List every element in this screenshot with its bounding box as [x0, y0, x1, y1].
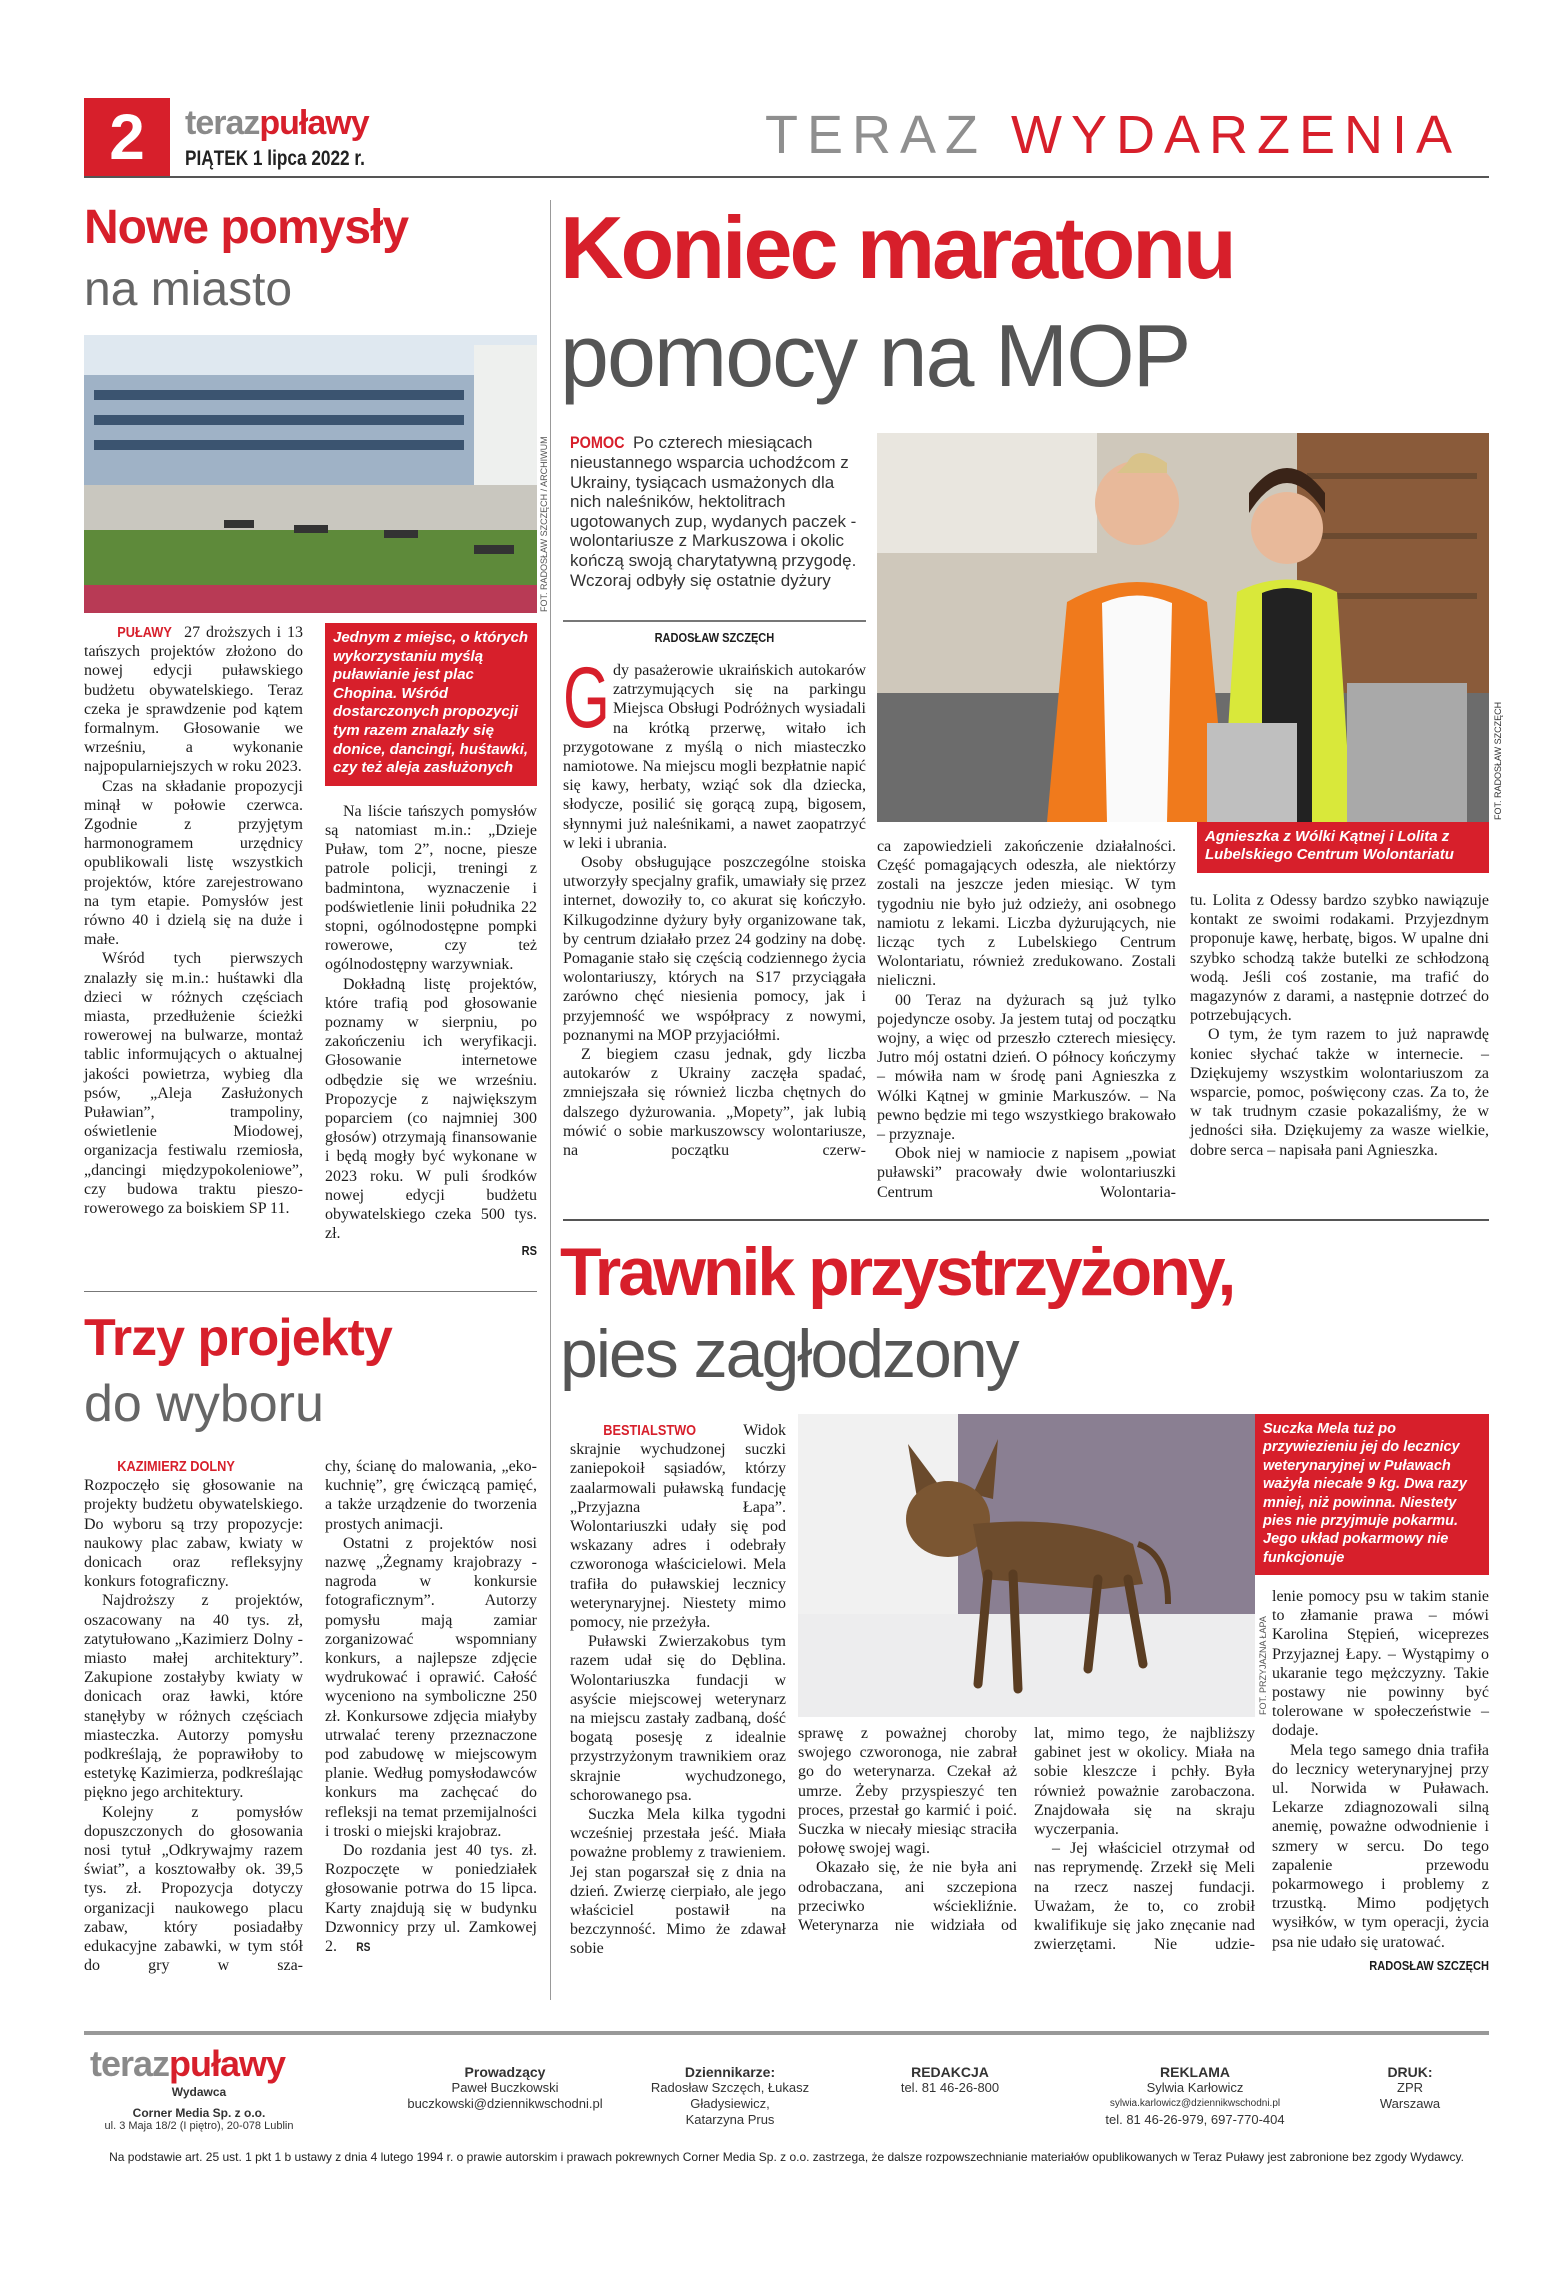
- publisher-label: Wydawca: [171, 2085, 227, 2099]
- editorial-info: [860, 2064, 1040, 2096]
- article-subtitle: pies zagłodzony: [560, 1316, 1018, 1392]
- logo-pulawy: puławy: [169, 2043, 286, 2084]
- byline-text: RADOSŁAW SZCZĘCH: [654, 630, 775, 645]
- article-title: Trzy projekty: [84, 1309, 392, 1367]
- paragraph: tu. Lolita z Odessy bardzo szybko nawiązuje kontakt ze swoimi rodakami. Przyjezdnym proponuje kawę, herbatę, bigos. W upalne dni szybko schodzą także butelki ze schłodzoną wodą. Jeśli coś zostanie, ma trafić do magazynów z darami, a następnie dotrzeć do potrzebujących.: [1190, 892, 1489, 1025]
- paragraph-text: Rozpoczęło się głosowanie na projekty budżetu obywatelskiego. Do wyboru są trzy propozycje: naukowy plac zabaw, kwiaty w donicach oraz refleksyjny konkurs fotograficzny.: [84, 1477, 303, 1591]
- article4-column-1: [570, 1421, 786, 1959]
- ads-info: [1080, 2064, 1310, 2128]
- paragraph: Wśród tych pierwszych znalazły się m.in.: huśtawki dla dzieci w różnych częściach miasta, przedłużenie ścieżki rowerowej na bulwarze, montaż tablic informujących o aktualnej jakości powietrza, wybieg dla psów, „Aleja Zasłużonych Puławian”, trampoliny, oświetlenie Miodowej, organizacja festiwalu rzemiosła, „dancingi międzypokoleniowe”, czy budowa traktu pieszo-rowerowego za boiskiem SP 11.: [84, 950, 303, 1218]
- article-divider: [84, 1291, 537, 1292]
- paragraph: Okazało się, że nie była ani odrobaczana, ani szczepiona przeciwko wściekliźnie. Weterynarza nie widziała od: [798, 1859, 1017, 1935]
- paragraph: [84, 1457, 303, 1591]
- dog-photo: [798, 1414, 1255, 1717]
- signature: RS: [521, 1243, 537, 1259]
- article-lead: [570, 433, 866, 590]
- article3-column-1: [563, 650, 866, 1160]
- journalists-line: Radosław Szczęch, Łukasz: [650, 2080, 810, 2095]
- logo-teraz: teraz: [185, 104, 260, 142]
- volunteers-photo: [877, 433, 1489, 822]
- editorial-label: REDAKCJA: [911, 2064, 989, 2080]
- publisher-name: Corner Media Sp. z o.o.: [132, 2106, 266, 2120]
- section-title: [765, 105, 1462, 165]
- paragraph: [570, 1421, 786, 1632]
- paragraph: Kolejny z pomysłów dopuszczonych do głosowania nosi tytuł „Odkrywajmy razem świat”, a kosztowałby ok. 39,5 tys. zł. Propozycja dotyczy organizacji naukowego placu zabaw, który posiadałby edukacyjne zabawki, w tym stół do gry w sza-: [84, 1803, 303, 1975]
- publisher-info: [84, 2086, 314, 2133]
- article4-column-3: [1034, 1724, 1255, 1954]
- ads-phone: tel. 81 46-26-979, 697-770-404: [1105, 2112, 1285, 2127]
- article3-column-2: [877, 837, 1176, 1202]
- paragraph: chy, ścianę do malowania, „eko-kuchnię”, grę ćwiczącą pamięć, a także urządzenie do tworzenia prostych animacji.: [325, 1458, 537, 1533]
- paragraph: lenie pomocy psu w takim stanie to złamanie prawa – mówi Karolina Stępień, wiceprezes Przyjaznej Łapy. – Wystąpimy o ukaranie tego mężczyzny. Takie postawy nie powinny być tolerowane w społeczeństwie – dodaje.: [1272, 1588, 1489, 1740]
- article2-column-1: [84, 1457, 303, 1975]
- footer-rule: [84, 2031, 1489, 2035]
- kicker: PUŁAWY: [117, 624, 172, 641]
- page-number: 2: [84, 98, 170, 176]
- article-subtitle: do wyboru: [84, 1375, 324, 1433]
- plaza-photo: [84, 335, 537, 613]
- print-label: DRUK:: [1387, 2064, 1433, 2080]
- header-rule: [84, 176, 1489, 178]
- drop-cap: G: [563, 650, 610, 746]
- paragraph: Osoby obsługujące poszczególne stoiska utworzyły specjalny grafik, umawiały się przez internet, dowoziły to, co akurat się kończyło. Kilkugodzinne dyżury były organizowane tak, by centrum działało przez 24 godziny na dobę. Pomaganie stało się częścią codziennego życia wolontariuszy, których na S17 przyciągała zarówno chęć niesienia pomocy, jak i przyjemność we współpracy z nowymi, poznanymi na MOP przyjaciółmi.: [563, 854, 866, 1044]
- logo-teraz: teraz: [90, 2043, 170, 2084]
- paragraph: Czas na składanie propozycji minął w połowie czerwca. Zgodnie z przyjętym harmonogramem urzędnicy opublikowali listę wszystkich projektów, które zarejestrowano na tym etapie. Pomysłów jest równo 40 i dzielą się na duże i małe.: [84, 777, 303, 949]
- paragraph: Najdroższy z projektów, oszacowany na 40 tys. zł, zatytułowano „Kazimierz Dolny - miasto małej architektury”. Zakupione zostałyby kwiaty w donicach oraz ławki, które stanęłyby w różnych częściach miasteczka. Autorzy pomysłu podkreślają, że poprawiłoby to estetykę Kazimierza, podkreślając piękno jego architektury.: [84, 1592, 303, 1802]
- publisher-address: ul. 3 Maja 18/2 (I piętro), 20-078 Lublin: [104, 2120, 294, 2132]
- issue-date: PIĄTEK 1 lipca 2022 r.: [185, 147, 365, 170]
- photo-credit: FOT. PRZYJAZNA ŁAPA: [1258, 1616, 1268, 1715]
- masthead-logo: [185, 106, 369, 140]
- paragraph-text: Widok skrajnie wychudzonej suczki zaniepokoił sąsiadów, którzy zaalarmowali puławską fundację „Przyjazna Łapa”. Wolontariuszki udały się pod wskazany adres i odebrały czworonoga właścicielowi. Mela trafiła do puławskiej lecznicy weterynaryjnej. Niestety mimo pomocy, nie przeżyła.: [570, 1422, 786, 1632]
- paragraph: lat, mimo tego, że najbliższy gabinet jest w okolicy. Miała na sobie kleszcze i pchły. Była również poważnie zarobaczona. Znajdowała się na skraju wyczerpania.: [1034, 1725, 1255, 1839]
- article-subtitle: na miasto: [84, 263, 293, 316]
- photo-credit: FOT. RADOSŁAW SZCZĘCH / ARCHIWUM: [539, 436, 549, 612]
- article-title: Nowe pomysły: [84, 201, 409, 254]
- copyright-disclaimer: Na podstawie art. 25 ust. 1 pkt 1 b ustawy z dnia 4 lutego 1994 r. o prawie autorskim i prawach pokrewnych Corner Media Sp. z o.o. zastrzega, że dalsze rozpowszechnianie materiałów opublikowanych w Teraz Puławy jest zabronione bez zgody Wydawcy.: [109, 2150, 1464, 2164]
- host-label: Prowadzący: [464, 2064, 546, 2080]
- photo-caption: Agnieszka z Wólki Kątnej i Lolita z Lubelskiego Centrum Wolontariatu: [1197, 822, 1489, 873]
- paragraph: 00 Teraz na dyżurach są już tylko pojedyncze osoby. Ja jestem tutaj od początku wojny, a więc od przeszło czterech miesięcy. Jutro mój ostatni dzień. O północy kończymy – mówiła nam w środę pani Agnieszka z Wólki Kątnej w gminie Markuszów. – Na pewno będzie mi tego wszystkiego brakowało – przyznaje.: [877, 991, 1176, 1144]
- article1-column-1: [84, 623, 303, 1218]
- section-teraz: TERAZ: [765, 105, 988, 165]
- print-line: ZPR: [1397, 2080, 1423, 2095]
- byline: RADOSŁAW SZCZĘCH: [1369, 1957, 1489, 1973]
- print-info: [1360, 2064, 1460, 2112]
- kicker: POMOC: [570, 433, 625, 452]
- kicker: BESTIALSTWO: [603, 1422, 697, 1439]
- article-title: Koniec maratonu: [560, 198, 1234, 297]
- print-line: Warszawa: [1379, 2096, 1441, 2111]
- paragraph: Na liście tańszych pomysłów są natomiast m.in.: „Dzieje Puław, tom 2”, nocne, piesze patrole policji, treningi z badmintona, wyznaczenie i podświetlenie linii południka 22 stopni, ogólnodostępne pompki rowerowe, czy też ogólnodostępny warzywniak.: [325, 802, 537, 974]
- photo-caption: Suczka Mela tuż po przywiezieniu jej do lecznicy weterynaryjnej w Puławach ważyła niecałe 9 kg. Dwa razy mniej, niż powinna. Niestety pies nie przyjmuje pokarmu. Jego układ pokarmowy nie funkcjonuje: [1255, 1414, 1489, 1575]
- signature: RS: [356, 1940, 371, 1955]
- host-email[interactable]: buczkowski@dziennikwschodni.pl: [407, 2096, 603, 2111]
- journalists-label: Dziennikarze:: [684, 2064, 776, 2080]
- paragraph: [325, 1841, 537, 1956]
- column-divider: [550, 200, 551, 2000]
- kicker: KAZIMIERZ DOLNY: [117, 1458, 235, 1475]
- paragraph-text: dy pasażerowie ukraińskich autokarów zatrzymujących się na parkingu Miejsca Obsługi Podróżnych wysiadali na krótką przerwę, witało ich przygotowane z myślą o nich miasteczko namiotowe. Na miejscu mogli bezpłatnie napić się kawy, herbaty, wziąć sok dla dziecka, słodycze, posilić się gorącą zupą, bigosem, słynnymi już naleśnikami, a nawet zaopatrzyć w leki i ubrania.: [563, 662, 866, 852]
- logo-pulawy: puławy: [259, 104, 369, 142]
- byline: [563, 620, 866, 648]
- paragraph: Dokładną listę projektów, które trafią pod głosowanie poznamy w sierpniu, po zakończeniu ich weryfikacji. Głosowanie internetowe odbędzie się we wrześniu. Propozycje z największym poparciem (co najmniej 300 głosów) otrzymają finansowanie i będą mogły być wykonane w 2023 roku. W puli środków nowej edycji budżetu obywatelskiego czeka 500 tys. zł.: [325, 975, 537, 1243]
- host-name: Paweł Buczkowski: [451, 2080, 559, 2095]
- paragraph: Ostatni z projektów nosi nazwę „Żegnamy krajobrazy - nagroda w konkursie fotograficznym”. Autorzy pomysłu mają zamiar zorganizować wspomniany konkurs, a najlepsze zdjęcie wydrukować i oprawić. Całość wyceniono na symboliczne 250 zł. Konkursowe zdjęcia miałyby utrwalać tereny przeznaczone pod zabudowę w miejscowym planie. Według pomysłodawców konkurs ma zachęcać do refleksji na temat przemijalności i troski o miejski krajobraz.: [325, 1534, 537, 1840]
- article1-column-2: [325, 623, 537, 1258]
- article4-column-2: [798, 1724, 1017, 1935]
- paragraph: sprawę z poważnej choroby swojego czworonoga, nie zabrał go do weterynarza. Czekał aż umrze. Żeby przyspieszyć ten proces, przestał go karmić i poić. Suczka w niecały miesiąc straciła połowę swojej wagi.: [798, 1725, 1017, 1858]
- paragraph: Mela tego samego dnia trafiła do lecznicy weterynaryjnej przy ul. Norwida w Puławach. Lekarze zdiagnozowali silną anemię, poważne odwodnienie i szmery w sercu. Do tego zapalenie przewodu pokarmowego i problemy z trzustką. Mimo podjętych wysiłków, w tym operacji, życia psa nie udało się uratować.: [1272, 1741, 1489, 1951]
- paragraph: Puławski Zwierzakobus tym razem udał się do Dęblina. Wolontariuszka fundacji w asyście miejscowej weterynarz na miejscu zastały zadbaną, dość bogatą posesję z idealnie przystrzyżonym trawnikiem oraz skrajnie wychudzonego, schorowanego psa.: [570, 1633, 786, 1804]
- article-title: Trawnik przystrzyżony,: [560, 1234, 1234, 1310]
- editorial-phone: tel. 81 46-26-800: [900, 2080, 1000, 2095]
- journalists-info: [640, 2064, 820, 2128]
- paragraph: O tym, że tym razem to już naprawdę koniec słychać także w internecie. – Dziękujemy wszystkim wolontariuszom za wsparcie, pomoc, poświęcony czas. Za to, że w tak trudnym czasie pokazaliśmy, że w jedności siła. Dziękujemy za wasze wielkie, dobre serca – napisała pani Agnieszka.: [1190, 1026, 1489, 1159]
- pull-quote: Jednym z miejsc, o których wykorzystaniu myślą puławianie jest plac Chopina. Wśród dostarczonych propozycji tym razem znalazły się donice, dancingi, huśtawki, czy też aleja zasłużonych: [325, 623, 537, 786]
- paragraph: Obok niej w namiocie z napisem „powiat puławski” pracowały dwie wolontariuszki Centrum Wolontaria-: [877, 1145, 1176, 1201]
- paragraph: – Jej właściciel otrzymał od nas reprymendę. Zrzekł się Meli na rzecz naszej fundacji. Uważam, że to, co zrobił kwalifikuje się jako znęcanie nad zwierzętami. Nie udzie-: [1034, 1840, 1255, 1954]
- paragraph: Suczka Mela kilka tygodni wcześniej przestała jeść. Miała poważne problemy z trawieniem. Jej stan pogarszał się z dnia na dzień. Zwierzę cierpiało, ale jego właściciel postawił na bezczynność. Mimo że zdawał sobie: [570, 1806, 786, 1958]
- ads-label: REKLAMA: [1160, 2064, 1230, 2080]
- footer-logo: [90, 2043, 286, 2084]
- paragraph: Z biegiem czasu jednak, gdy liczba autokarów z Ukrainy zaczęła spadać, zmniejszała się również liczba chętnych do dalszego dyżurowania. „Mopety”, jak lubią mówić o sobie markuszowscy wolontariusze, na początku czerw-: [563, 1046, 866, 1160]
- paragraph: ca zapowiedzieli zakończenie działalności. Część pomagających odeszła, ale niektórzy zostali na jeszcze jeden miesiąc. W tym tygodniu nie było już odzieży, ani osobnego namiotu z lekami. Liczba dyżurujących, nie licząc tych z Lubelskiego Centrum Wolontariatu, również zredukowano. Zostali nieliczni.: [877, 838, 1176, 990]
- host-info: [380, 2064, 630, 2112]
- journalists-line: Katarzyna Prus: [685, 2112, 775, 2127]
- section-wydarzenia: WYDARZENIA: [1011, 105, 1462, 165]
- lead-text: Po czterech miesiącach nieustannego wsparcia uchodźcom z Ukrainy, tysiącach usmażonych dla nich naleśników, hektolitrach ugotowanych zup, wydanych paczek - wolontariusze z Markuszowa i okolic kończą swoją charytatywną przygodę. Wczoraj odbyły się ostatnie dyżury: [570, 433, 857, 590]
- ads-name: Sylwia Karłowicz: [1146, 2080, 1244, 2095]
- journalists-line: Gładysiewicz,: [690, 2096, 770, 2111]
- article-subtitle: pomocy na MOP: [560, 306, 1190, 405]
- photo-credit: FOT. RADOSŁAW SZCZĘCH: [1493, 701, 1503, 820]
- article4-column-4: [1272, 1587, 1489, 1973]
- article2-column-2: [325, 1457, 537, 1956]
- paragraph-text: 27 droższych i 13 tańszych projektów złożono do nowej edycji puławskiego budżetu obywatelskiego. Teraz czeka je sprawdzenie pod kątem formalnym. Głosowanie we wrześniu, a wykonanie najpopularniejszych w roku 2023.: [84, 624, 304, 776]
- article3-column-3: [1190, 891, 1489, 1160]
- ads-email[interactable]: sylwia.karlowicz@dziennikwschodni.pl: [1109, 2098, 1281, 2109]
- paragraph-text: Do rozdania jest 40 tys. zł. Rozpoczęte w poniedziałek głosowanie potrwa do 15 lipca. Karty znajdują się w budynku Dzwonnicy przy ul. Zamkowej 2.: [325, 1842, 537, 1956]
- paragraph: [84, 623, 303, 777]
- article-divider: [563, 1219, 1489, 1221]
- paragraph: [563, 650, 866, 853]
